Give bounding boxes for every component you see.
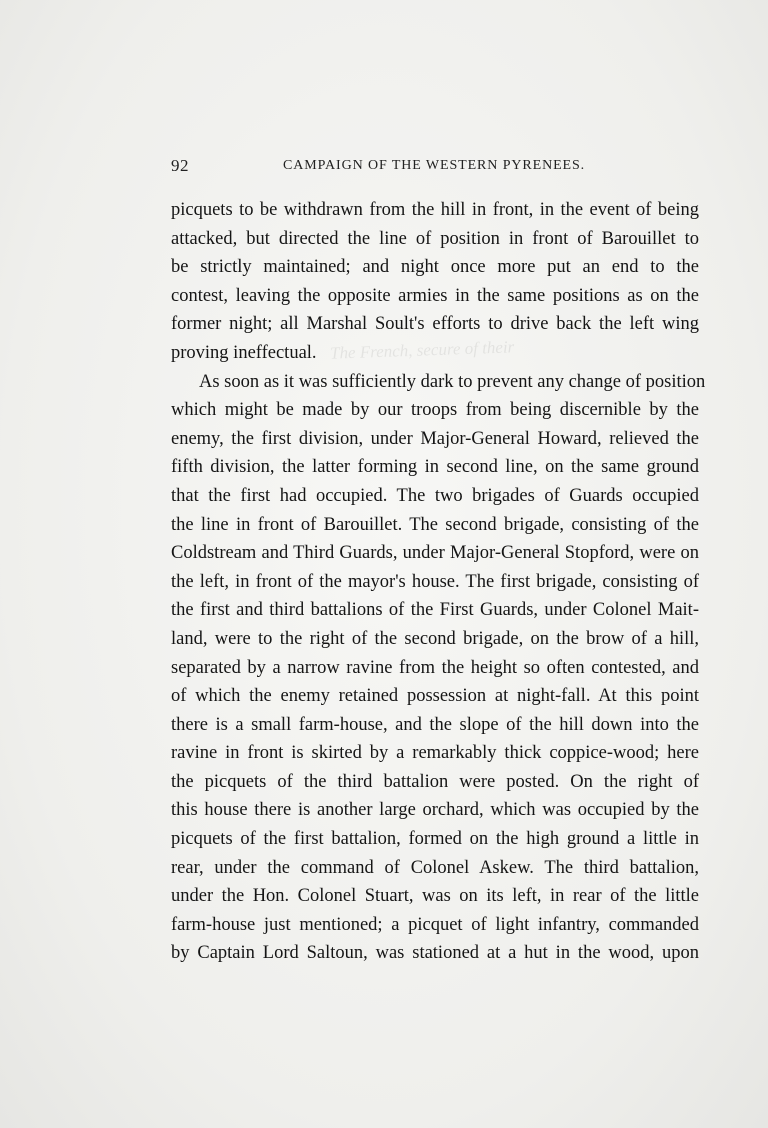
text-line: the first and third battalions of the First Guards, under Colonel Mait- [171, 600, 699, 621]
text-line: As soon as it was sufficiently dark to prevent any change of position [199, 371, 706, 392]
text-line: under the Hon. Colonel Stuart, was on its left, in rear of the little [171, 886, 699, 907]
text-line: rear, under the command of Colonel Askew. The third battalion, [171, 857, 699, 878]
page-header [171, 156, 707, 180]
text-line: which might be made by our troops from being discernible by the [171, 400, 699, 421]
text-line: that the first had occupied. The two brigades of Guards occupied [171, 485, 699, 506]
text-line: farm-house just mentioned; a picquet of light infantry, commanded [171, 914, 699, 935]
text-line: there is a small farm-house, and the slope of the hill down into the [171, 714, 699, 735]
text-line: contest, leaving the opposite armies in the same positions as on the [171, 285, 699, 306]
text-line: separated by a narrow ravine from the height so often contested, and [171, 657, 699, 678]
text-line: fifth division, the latter forming in second line, on the same ground [171, 457, 699, 478]
text-line: the left, in front of the mayor's house. The first brigade, consisting of [171, 571, 699, 592]
text-line: ravine in front is skirted by a remarkably thick coppice-wood; here [171, 743, 699, 764]
text-line: of which the enemy retained possession at night-fall. At this point [171, 686, 699, 707]
text-line: the picquets of the third battalion were posted. On the right of [171, 771, 699, 792]
text-line: Coldstream and Third Guards, under Major-General Stopford, were on [171, 543, 699, 564]
page-number: 92 [171, 156, 189, 175]
text-line: by Captain Lord Saltoun, was stationed at a hut in the wood, upon [171, 943, 699, 964]
text-line: proving ineffectual. [171, 342, 317, 363]
text-line: former night; all Marshal Soult's efforts to drive back the left wing [171, 314, 699, 335]
body-text [171, 196, 706, 968]
text-line: attacked, but directed the line of position in front of Barouillet to [171, 228, 699, 249]
text-line: be strictly maintained; and night once more put an end to the [171, 257, 699, 278]
text-line: enemy, the first division, under Major-General Howard, relieved the [171, 428, 699, 449]
text-line: picquets of the first battalion, formed on the high ground a little in [171, 829, 699, 850]
text-line: land, were to the right of the second brigade, on the brow of a hill, [171, 628, 699, 649]
text-line: picquets to be withdrawn from the hill in front, in the event of being [171, 200, 699, 220]
text-line: the line in front of Barouillet. The second brigade, consisting of the [171, 514, 699, 535]
running-title: CAMPAIGN OF THE WESTERN PYRENEES. [283, 158, 586, 173]
bleed-through-text: The French, secure of their [329, 337, 515, 363]
text-line: this house there is another large orchard, which was occupied by the [171, 800, 699, 821]
